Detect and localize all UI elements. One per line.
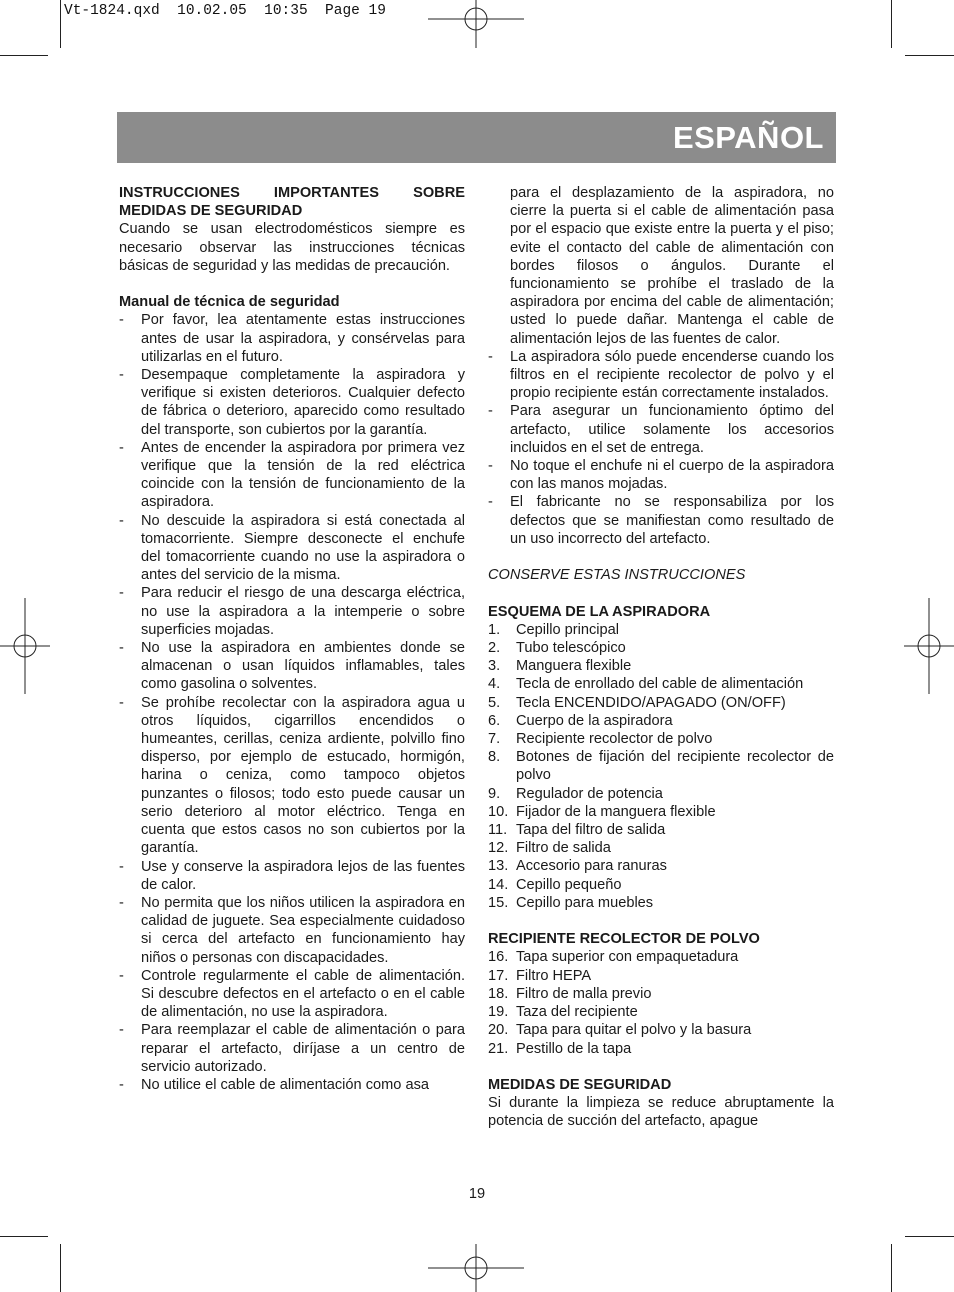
- crop-mark: [0, 55, 48, 56]
- list-item: - Use y conserve la aspiradora lejos de las fuentes de calor.: [119, 858, 465, 894]
- list-item: 20. Tapa para quitar el polvo y la basura: [488, 1022, 752, 1039]
- crop-mark: [891, 1244, 892, 1292]
- registration-mark-right: [904, 598, 954, 694]
- crop-mark: [891, 0, 892, 48]
- list-item: - No descuide la aspiradora si está conectada al tomacorriente. Siempre desconecte el enchufe del tomacorriente cuando no use la aspiradora o antes del servicio de la misma.: [119, 512, 465, 585]
- crop-mark: [0, 1236, 48, 1237]
- list-item: 17. Filtro HEPA: [488, 967, 592, 984]
- safety-list-left: [119, 311, 465, 1094]
- list-item: 10. Fijador de la manguera flexible: [488, 803, 716, 820]
- list-item: - Para reducir el riesgo de una descarga eléctrica, no use la aspiradora a la intemperie o sobre superficies mojadas.: [119, 584, 465, 639]
- container-list: [488, 948, 834, 1057]
- list-item: - Para asegurar un funcionamiento óptimo del artefacto, utilice solamente los accesorios incluidos en el set de entrega.: [488, 402, 834, 457]
- container-heading: RECIPIENTE RECOLECTOR DE POLVO: [488, 931, 760, 948]
- list-item: - Antes de encender la aspiradora por primera vez verifique que la tensión de la red eléctrica coincide con la tensión de funcionamiento de la aspiradora.: [119, 439, 465, 512]
- crop-mark: [905, 55, 954, 56]
- safety-list-right: [488, 348, 834, 548]
- safety-heading: MEDIDAS DE SEGURIDAD: [488, 1076, 672, 1093]
- list-item: 11. Tapa del filtro de salida: [488, 822, 666, 839]
- list-item: 3. Manguera flexible: [488, 658, 632, 675]
- list-item: 4. Tecla de enrollado del cable de alimentación: [488, 676, 804, 693]
- list-item: 12. Filtro de salida: [488, 840, 611, 857]
- left-column: [119, 184, 465, 1094]
- list-item: 16. Tapa superior con empaquetadura: [488, 949, 739, 966]
- list-item: 14. Cepillo pequeño: [488, 876, 622, 893]
- conserve-note: CONSERVE ESTAS INSTRUCCIONES: [488, 567, 746, 584]
- page-number: 19: [468, 1186, 486, 1202]
- scheme-heading: ESQUEMA DE LA ASPIRADORA: [488, 603, 711, 620]
- language-banner: [117, 112, 836, 163]
- list-item: 2. Tubo telescópico: [488, 640, 626, 657]
- list-item: - El fabricante no se responsabiliza por los defectos que se manifiestan como resultado de un uso incorrecto del artefacto.: [488, 493, 834, 548]
- list-item: 21. Pestillo de la tapa: [488, 1040, 632, 1057]
- list-item: - No toque el enchufe ni el cuerpo de la aspiradora con las manos mojadas.: [488, 457, 834, 493]
- registration-mark-top: [428, 0, 524, 48]
- safety-text: Si durante la limpieza se reduce abruptamente la potencia de succión del artefacto, apague: [488, 1095, 834, 1130]
- list-item: 8. Botones de fijación del recipiente recolector de polvo: [488, 749, 834, 784]
- crop-mark: [905, 1236, 954, 1237]
- list-item: - No utilice el cable de alimentación como asa: [119, 1076, 465, 1094]
- list-item: - Por favor, lea atentamente estas instrucciones antes de usar la aspiradora, y consérvelas para utilizarlas en el futuro.: [119, 311, 465, 366]
- list-item: - Desempaque completamente la aspiradora y verifique si existen deterioros. Cualquier defecto de fábrica o deterioro, aparecido como resultado del transporte, son cubiertos por la garantía.: [119, 366, 465, 439]
- crop-mark: [60, 1244, 61, 1292]
- list-item: - Se prohíbe recolectar con la aspiradora agua u otros líquidos, cigarrillos encendidos o humeantes, cerillas, ceniza ardiente, polvillo fino disperso, por ejemplo de estucado, hormigón, harina o ceniza, como tampoco objetos punzantes o filosos; todo esto puede causar un serio deterioro al motor eléctrico. Tenga en cuenta que estos casos no son cubiertos por la garantía.: [119, 694, 465, 858]
- list-item: 13. Accesorio para ranuras: [488, 858, 667, 875]
- scheme-list: [488, 621, 834, 912]
- intro-heading: INSTRUCCIONES IMPORTANTES SOBRE MEDIDAS DE SEGURIDAD: [119, 185, 465, 220]
- list-item: - Para reemplazar el cable de alimentación o para reparar el artefacto, diríjase a un centro de servicio autorizado.: [119, 1021, 465, 1076]
- list-continuation: para el desplazamiento de la aspiradora, no cierre la puerta si el cable de alimentación pasa por el espacio que existe entre la puerta y el piso; evite el contacto del cable de alimentación con bordes filosos o ángulos. Durante el funcionamiento se prohíbe el traslado de la aspiradora por encima del cable de alimentación; usted lo puede dañar. Mantenga el cable de alimentación lejos de las fuentes de calor.: [510, 185, 834, 347]
- list-item: 5. Tecla ENCENDIDO/APAGADO (ON/OFF): [488, 694, 786, 711]
- registration-mark-bottom: [428, 1244, 524, 1292]
- registration-mark-left: [0, 598, 50, 694]
- list-item: - No permita que los niños utilicen la aspiradora en calidad de juguete. Sea especialmente cuidadoso si cerca del artefacto en funcionamiento hay niños o personas con discapacidades.: [119, 894, 465, 967]
- list-item: 7. Recipiente recolector de polvo: [488, 731, 713, 748]
- list-item: 18. Filtro de malla previo: [488, 985, 652, 1002]
- print-slug: Vt-1824.qxd 10.02.05 10:35 Page 19: [64, 3, 386, 19]
- list-item: 15. Cepillo para muebles: [488, 894, 654, 911]
- manual-heading: Manual de técnica de seguridad: [119, 294, 340, 311]
- list-item: 1. Cepillo principal: [488, 621, 620, 638]
- banner-title: ESPAÑOL: [672, 120, 824, 155]
- list-item: 6. Cuerpo de la aspiradora: [488, 712, 673, 729]
- crop-mark: [60, 0, 61, 48]
- list-item: - No use la aspiradora en ambientes donde se almacenan o usan líquidos inflamables, tales como gasolina o solventes.: [119, 639, 465, 694]
- right-column: [488, 184, 834, 1131]
- list-item: 19. Taza del recipiente: [488, 1004, 638, 1021]
- list-item: 9. Regulador de potencia: [488, 785, 663, 802]
- list-item: - La aspiradora sólo puede encenderse cuando los filtros en el recipiente recolector de polvo y el propio recipiente están correctamente instalados.: [488, 348, 834, 403]
- list-item: - Controle regularmente el cable de alimentación. Si descubre defectos en el artefacto o en el cable de alimentación, no use la aspiradora.: [119, 967, 465, 1022]
- intro-text: Cuando se usan electrodomésticos siempre es necesario observar las instrucciones técnicas básicas de seguridad y las medidas de precaución.: [119, 221, 465, 274]
